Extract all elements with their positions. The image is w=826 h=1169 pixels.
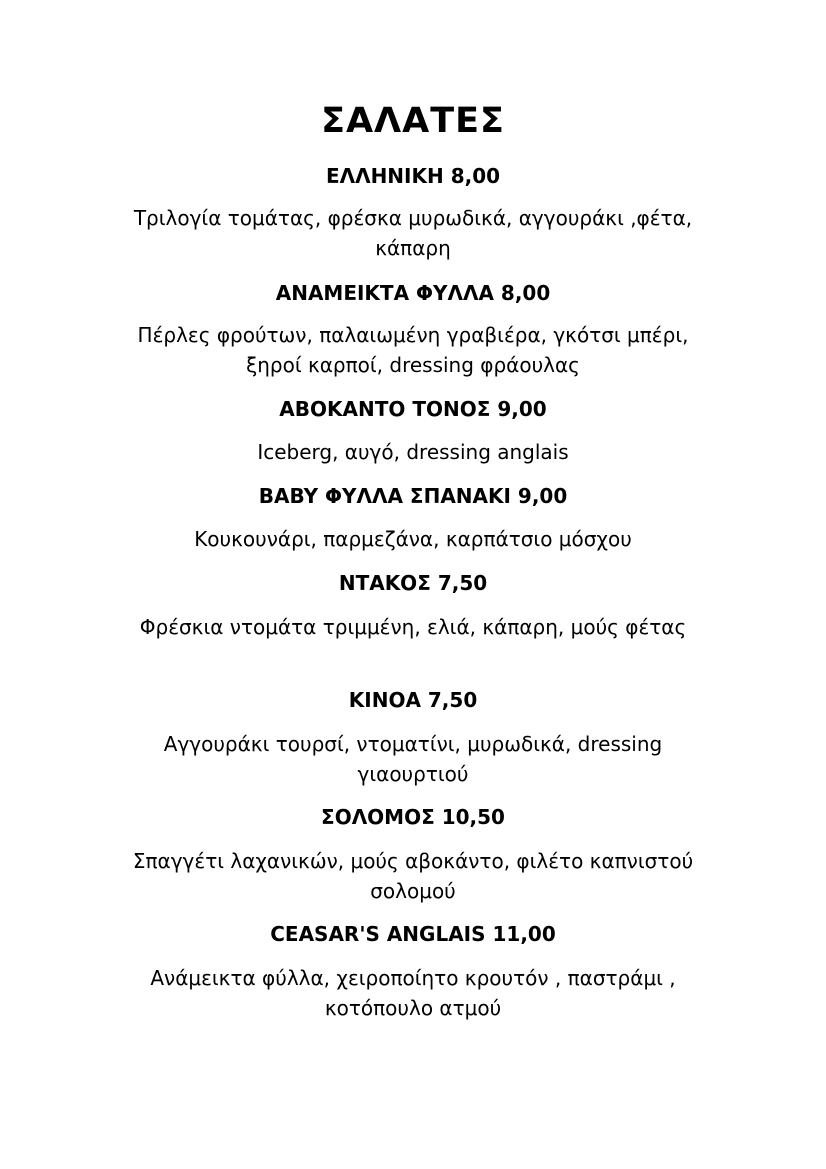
item-description-avokanto-tonos: Iceberg, αυγό, dressing anglais [257, 440, 569, 464]
item-name-kinoa: ΚΙΝΟΑ 7,50 [348, 688, 478, 712]
menu-title: ΣΑΛΑΤΕΣ [321, 101, 505, 141]
item-name-elliniki: ΕΛΛΗΝΙΚΗ 8,00 [325, 164, 501, 188]
item-description-ceasars-anglais: Ανάμεικτα φύλλα, χειροποίητο κρουτόν , παστράμι , κοτόπουλο ατμού [150, 966, 676, 1020]
item-name-baby-fylla-spanaki: BABY ΦΥΛΛΑ ΣΠΑΝΑΚΙ 9,00 [258, 484, 568, 508]
item-description-ntakos: Φρέσκια ντομάτα τριμμένη, ελιά, κάπαρη, μούς φέτας [139, 615, 687, 639]
item-description-solomos: Σπαγγέτι λαχανικών, μούς αβοκάντο, φιλέτο καπνιστού σολομού [132, 849, 694, 903]
item-name-ntakos: ΝΤΑΚΟΣ 7,50 [338, 571, 488, 595]
item-name-ceasars-anglais: CEASAR'S ANGLAIS 11,00 [270, 922, 556, 946]
item-name-solomos: ΣΟΛΟΜΟΣ 10,50 [321, 805, 505, 829]
item-description-elliniki: Τριλογία τομάτας, φρέσκα μυρωδικά, αγγουράκι ,φέτα, κάπαρη [133, 206, 693, 260]
item-description-anameikta-fylla: Πέρλες φρούτων, παλαιωμένη γραβιέρα, γκότσι μπέρι, ξηροί καρποί, dressing φράουλας [137, 323, 689, 377]
item-description-baby-fylla-spanaki: Κουκουνάρι, παρμεζάνα, καρπάτσιο μόσχου [194, 527, 632, 551]
item-name-avokanto-tonos: ΑΒΟΚΑΝΤΟ ΤΟΝΟΣ 9,00 [279, 397, 547, 421]
item-name-anameikta-fylla: ΑΝΑΜΕΙΚΤΑ ΦΥΛΛΑ 8,00 [275, 281, 551, 305]
item-description-kinoa: Αγγουράκι τουρσί, ντοματίνι, μυρωδικά, dressing γιαουρτιού [163, 732, 663, 786]
